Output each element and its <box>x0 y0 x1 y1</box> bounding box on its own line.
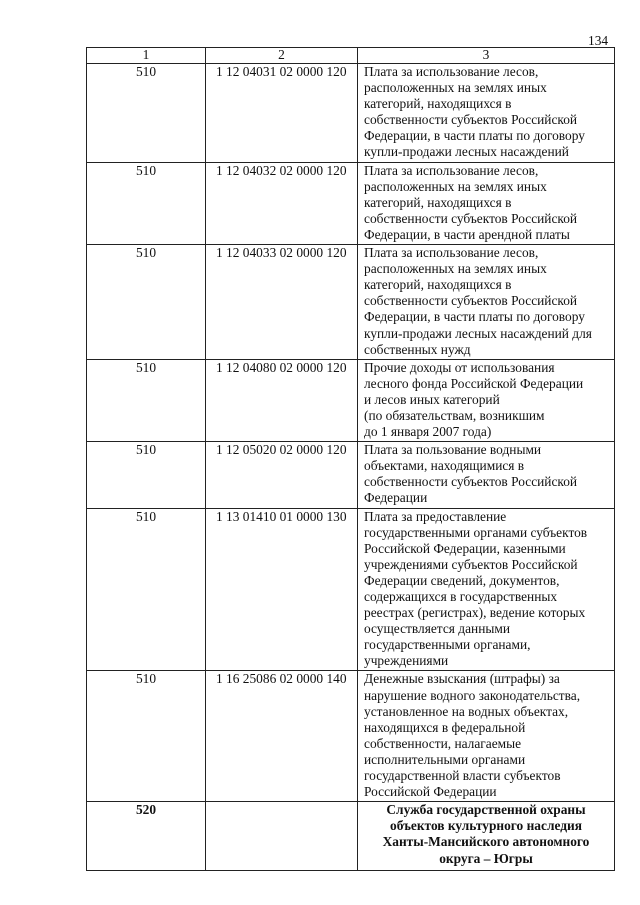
column-header-1: 1 <box>87 48 206 64</box>
description-line: Служба государственной охраны <box>386 802 586 818</box>
description-line: Федерации, в части платы по договору <box>364 309 585 325</box>
description-line: собственности субъектов Российской <box>364 112 578 128</box>
budget-classification-code-cell: 1 12 04031 02 0000 120 <box>206 64 358 163</box>
table-row <box>87 442 615 508</box>
description-line: округа – Югры <box>439 850 533 866</box>
table-row <box>87 359 615 441</box>
admin-code-cell: 520 <box>87 802 206 870</box>
column-header-2: 2 <box>206 48 358 64</box>
description-line: Федерации <box>364 490 428 506</box>
revenue-description-cell <box>358 162 615 244</box>
description-line: расположенных на землях иных <box>364 80 547 96</box>
description-line: Плата за использование лесов, <box>364 64 539 79</box>
admin-code-cell: 510 <box>87 162 206 244</box>
description-line: и лесов иных категорий <box>364 391 500 407</box>
description-line: установленное на водных объектах, <box>364 703 569 719</box>
description-line: купли-продажи лесных насаждений <box>364 144 569 160</box>
budget-classification-code-cell: 1 16 25086 02 0000 140 <box>206 671 358 802</box>
description-line: Российской Федерации, казенными <box>364 540 566 556</box>
description-line: Плата за предоставление <box>364 508 507 524</box>
revenue-description-cell <box>358 64 615 163</box>
description-line: купли-продажи лесных насаждений для <box>364 325 592 341</box>
description-line: Денежные взыскания (штрафы) за <box>364 671 560 687</box>
description-line: категорий, находящихся в <box>364 194 512 210</box>
table-row <box>87 162 615 244</box>
description-line: государственными органами субъектов <box>364 524 588 540</box>
description-line: Российской Федерации <box>364 784 497 800</box>
description-line: категорий, находящихся в <box>364 277 512 293</box>
description-line: собственности субъектов Российской <box>364 210 578 226</box>
revenue-description-cell <box>358 802 615 870</box>
description-line: объектами, находящимися в <box>364 458 525 474</box>
revenue-description-cell <box>358 442 615 508</box>
description-line: Плата за использование лесов, <box>364 162 539 178</box>
table-row <box>87 671 615 802</box>
description-line: Федерации, в части арендной платы <box>364 226 570 242</box>
description-line: собственности субъектов Российской <box>364 293 578 309</box>
description-line: лесного фонда Российской Федерации <box>364 375 584 391</box>
description-line: Прочие доходы от использования <box>364 359 555 375</box>
description-line: расположенных на землях иных <box>364 261 547 277</box>
description-line: государственными органами, <box>364 637 531 653</box>
description-line: расположенных на землях иных <box>364 178 547 194</box>
description-line: Ханты-Мансийского автономного <box>382 834 590 850</box>
description-line: находящихся в федеральной <box>364 719 526 735</box>
table-header-row <box>87 48 615 64</box>
budget-classification-code-cell: 1 12 05020 02 0000 120 <box>206 442 358 508</box>
budget-classification-code-cell: 1 13 01410 01 0000 130 <box>206 508 358 671</box>
description-line: государственной власти субъектов <box>364 768 561 784</box>
budget-classification-code-cell: 1 12 04033 02 0000 120 <box>206 245 358 360</box>
description-line: объектов культурного наследия <box>390 818 582 834</box>
admin-code-cell: 510 <box>87 245 206 360</box>
description-line: учреждениями <box>364 653 449 669</box>
admin-code-cell: 510 <box>87 671 206 802</box>
description-line: Федерации, в части платы по договору <box>364 128 585 144</box>
budget-classification-code-cell: 1 12 04032 02 0000 120 <box>206 162 358 244</box>
revenue-codes-table <box>86 47 615 871</box>
table-row <box>87 508 615 671</box>
revenue-description-cell <box>358 671 615 802</box>
description-line: (по обязательствам, возникшим <box>364 407 545 423</box>
description-line: до 1 января 2007 года) <box>364 424 492 440</box>
description-line: Плата за пользование водными <box>364 442 542 458</box>
admin-code-cell: 510 <box>87 508 206 671</box>
description-line: Федерации сведений, документов, <box>364 572 560 588</box>
description-line: осуществляется данными <box>364 621 510 637</box>
description-line: нарушение водного законодательства, <box>364 687 581 703</box>
table-body <box>87 64 615 871</box>
table-row <box>87 64 615 163</box>
revenue-description-cell <box>358 508 615 671</box>
description-line: содержащихся в государственных <box>364 589 558 604</box>
budget-classification-code-cell: 1 12 04080 02 0000 120 <box>206 359 358 441</box>
admin-code-cell: 510 <box>87 64 206 163</box>
description-line: исполнительными органами <box>364 751 526 767</box>
description-line: реестрах (регистрах), ведение которых <box>364 605 586 621</box>
description-line: категорий, находящихся в <box>364 96 512 112</box>
column-header-3: 3 <box>358 48 615 64</box>
description-line: учреждениями субъектов Российской <box>364 556 578 572</box>
description-line: собственности субъектов Российской <box>364 474 578 490</box>
table-row <box>87 245 615 360</box>
description-line: собственности, налагаемые <box>364 735 522 751</box>
revenue-description-cell <box>358 359 615 441</box>
table-row <box>87 802 615 870</box>
page-number: 134 <box>588 33 609 48</box>
revenue-description-cell <box>358 245 615 360</box>
admin-code-cell: 510 <box>87 442 206 508</box>
admin-code-cell: 510 <box>87 359 206 441</box>
description-line: собственных нужд <box>364 341 471 357</box>
budget-classification-code-cell <box>206 802 358 870</box>
description-line: Плата за использование лесов, <box>364 245 539 261</box>
